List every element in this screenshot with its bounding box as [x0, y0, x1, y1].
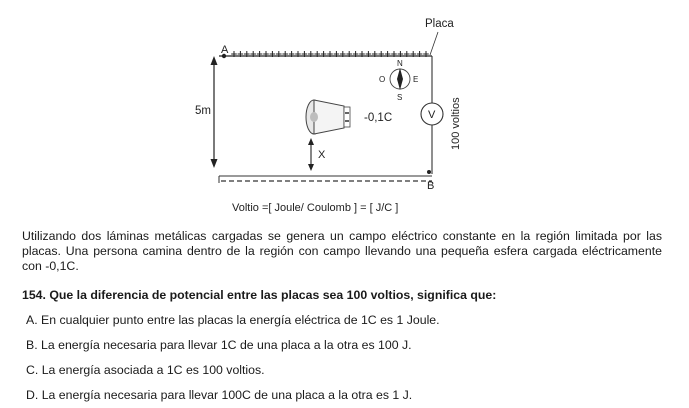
option-b[interactable]: B. La energía necesaria para llevar 1C de una placa a la otra es 100 J.	[26, 338, 412, 352]
charge-label: -0,1C	[364, 112, 393, 124]
distance-arrow-head-up	[211, 56, 218, 65]
height-label: X	[318, 149, 326, 161]
voltage-label: 100 voltios	[450, 97, 462, 150]
distance-label: 5m	[195, 105, 211, 117]
compass-south: S	[397, 93, 403, 102]
height-arrow-head-up	[308, 138, 314, 145]
intro-paragraph: Utilizando dos láminas metálicas cargadas se genera un campo eléctrico constante en la región limitada por las placas. Una persona camina dentro de la región con campo llevando una pequeña esfera cargada eléctricamente con -0,1C.	[22, 229, 662, 273]
option-d[interactable]: D. La energía necesaria para llevar 100C de una placa a la otra es 1 J.	[26, 388, 413, 402]
plate-leader-line	[430, 32, 438, 55]
point-b-marker	[427, 170, 431, 174]
plate-label: Placa	[425, 18, 454, 30]
point-b-label: B	[427, 180, 435, 192]
voltmeter-symbol: V	[428, 109, 436, 121]
option-c[interactable]: C. La energía asociada a 1C es 100 voltios.	[26, 363, 265, 377]
point-a-label: A	[221, 44, 229, 56]
compass-north: N	[397, 59, 403, 68]
charged-sphere-device	[306, 100, 350, 134]
distance-arrow-head-down	[211, 159, 218, 168]
height-arrow-head-down	[308, 164, 314, 171]
compass-west: O	[379, 75, 386, 84]
units-caption: Voltio =[ Joule/ Coulomb ] = [ J/C ]	[232, 202, 399, 214]
option-a[interactable]: A. En cualquier punto entre las placas la energía eléctrica de 1C es 1 Joule.	[26, 313, 440, 327]
compass-east: E	[413, 75, 419, 84]
compass-icon	[390, 68, 410, 90]
question-text: 154. Que la diferencia de potencial entre las placas sea 100 voltios, significa que:	[22, 288, 497, 302]
